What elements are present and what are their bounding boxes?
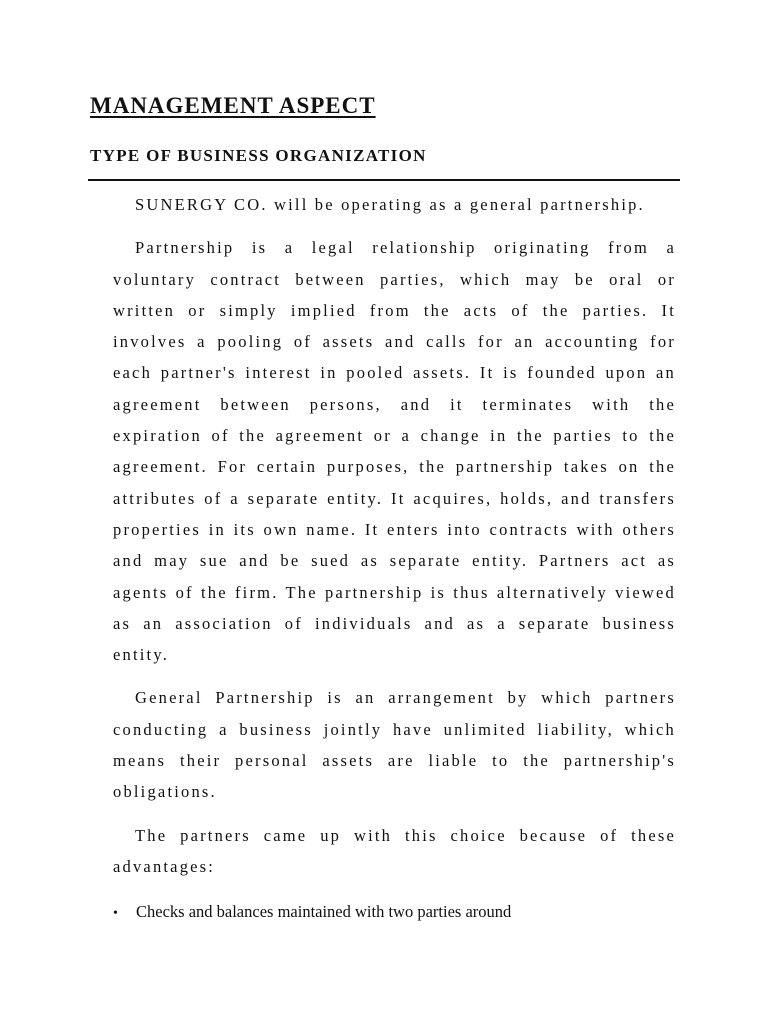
paragraph-intro: SUNERGY CO. will be operating as a general partnership.: [135, 195, 645, 214]
body-text: [113, 189, 676, 894]
section-heading: TYPE OF BUSINESS ORGANIZATION: [90, 146, 427, 165]
list-item: [113, 900, 511, 926]
page-title: MANAGEMENT ASPECT: [90, 93, 376, 118]
list-item-text: Checks and balances maintained with two parties around: [136, 902, 512, 921]
bullet-icon: •: [113, 906, 118, 921]
paragraph-partnership-definition: Partnership is a legal relationship originating from a voluntary contract between parties, which may be oral or written or simply implied from the acts of the parties. It involves a pooling of assets and calls for an accounting for each partner's interest in pooled assets. It is founded upon an agreement between persons, and it terminates with the expiration of the agreement or a change in the parties to the agreement. For certain purposes, the partnership takes on the attributes of a separate entity. It acquires, holds, and transfers properties in its own name. It enters into contracts with others and may sue and be sued as separate entity. Partners act as agents of the firm. The partnership is thus alternatively viewed as an association of individuals and as a separate business entity.: [113, 238, 676, 665]
section-divider: [88, 179, 680, 181]
paragraph-general-partnership: General Partnership is an arrangement by which partners conducting a business jointly have unlimited liability, which means their personal assets are liable to the partnership's obligations.: [113, 688, 676, 802]
advantages-list: [113, 900, 511, 926]
paragraph-advantages-intro: The partners came up with this choice because of these advantages:: [113, 825, 676, 876]
